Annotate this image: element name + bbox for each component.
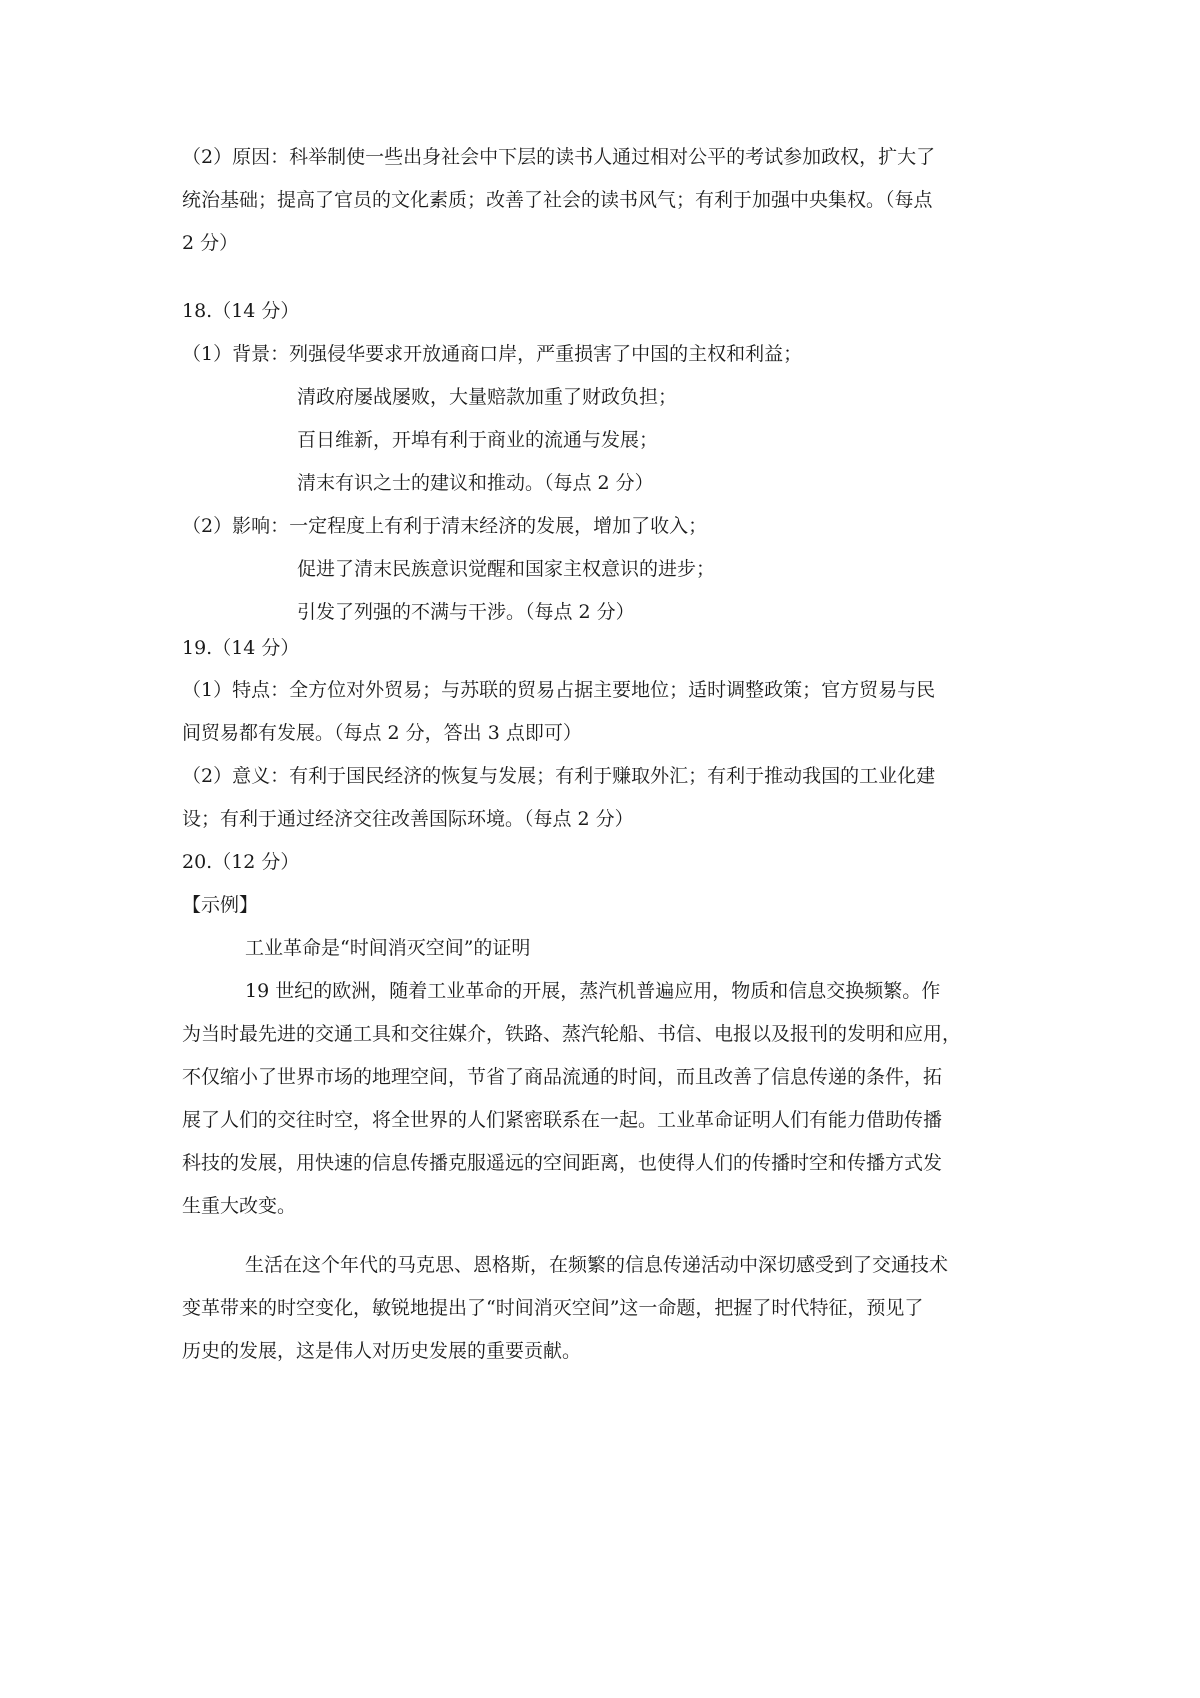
q20-para1-line2: 为当时最先进的交通工具和交往媒介，铁路、蒸汽轮船、书信、电报以及报刊的发明和应用， [182,1023,962,1045]
q20-para1-line1: 19 世纪的欧洲，随着工业革命的开展，蒸汽机普遍应用，物质和信息交换频繁。作 [245,980,941,1002]
q17-part2-line2: 统治基础；提高了官员的文化素质；改善了社会的读书风气；有利于加强中央集权。（每点 [182,189,933,211]
q20-heading: 20.（12 分） [182,851,300,873]
q20-para1-line6: 生重大改变。 [182,1195,297,1217]
q18-part2-line3: 引发了列强的不满与干涉。（每点 2 分） [297,601,635,623]
q19-part2-line1: （2）意义：有利于国民经济的恢复与发展；有利于赚取外汇；有利于推动我国的工业化建 [182,765,936,787]
q20-essay-title: 工业革命是“时间消灭空间”的证明 [245,937,531,959]
q18-part1-line1: （1）背景：列强侵华要求开放通商口岸，严重损害了中国的主权和利益； [182,343,803,365]
q18-part2-line2: 促进了清末民族意识觉醒和国家主权意识的进步； [297,558,716,580]
q18-part1-line4: 清末有识之士的建议和推动。（每点 2 分） [297,472,654,494]
q17-part2-line1: （2）原因：科举制使一些出身社会中下层的读书人通过相对公平的考试参加政权，扩大了 [182,146,936,168]
q18-part1-line3: 百日维新，开埠有利于商业的流通与发展； [297,429,659,451]
q20-example-label: 【示例】 [182,894,259,916]
q18-part1-line2: 清政府屡战屡败，大量赔款加重了财政负担； [297,386,678,408]
q20-para2-line3: 历史的发展，这是伟人对历史发展的重要贡献。 [182,1340,582,1362]
q18-heading: 18.（14 分） [182,300,300,322]
q18-part2-line1: （2）影响：一定程度上有利于清末经济的发展，增加了收入； [182,515,708,537]
q19-part1-line1: （1）特点：全方位对外贸易；与苏联的贸易占据主要地位；适时调整政策；官方贸易与民 [182,679,936,701]
q17-part2-line3: 2 分） [182,232,239,254]
q20-para1-line5: 科技的发展，用快速的信息传播克服遥远的空间距离，也使得人们的传播时空和传播方式发 [182,1152,943,1174]
q20-para2-line2: 变革带来的时空变化，敏锐地提出了“时间消灭空间”这一命题，把握了时代特征，预见了 [182,1297,924,1319]
q20-para1-line3: 不仅缩小了世界市场的地理空间，节省了商品流通的时间，而且改善了信息传递的条件，拓 [182,1066,943,1088]
q19-heading: 19.（14 分） [182,637,300,659]
q20-para2-line1: 生活在这个年代的马克思、恩格斯，在频繁的信息传递活动中深切感受到了交通技术 [245,1254,949,1276]
q19-part2-line2: 设；有利于通过经济交往改善国际环境。（每点 2 分） [182,808,634,830]
q19-part1-line2: 间贸易都有发展。（每点 2 分，答出 3 点即可） [182,722,582,744]
q20-para1-line4: 展了人们的交往时空，将全世界的人们紧密联系在一起。工业革命证明人们有能力借助传播 [182,1109,943,1131]
